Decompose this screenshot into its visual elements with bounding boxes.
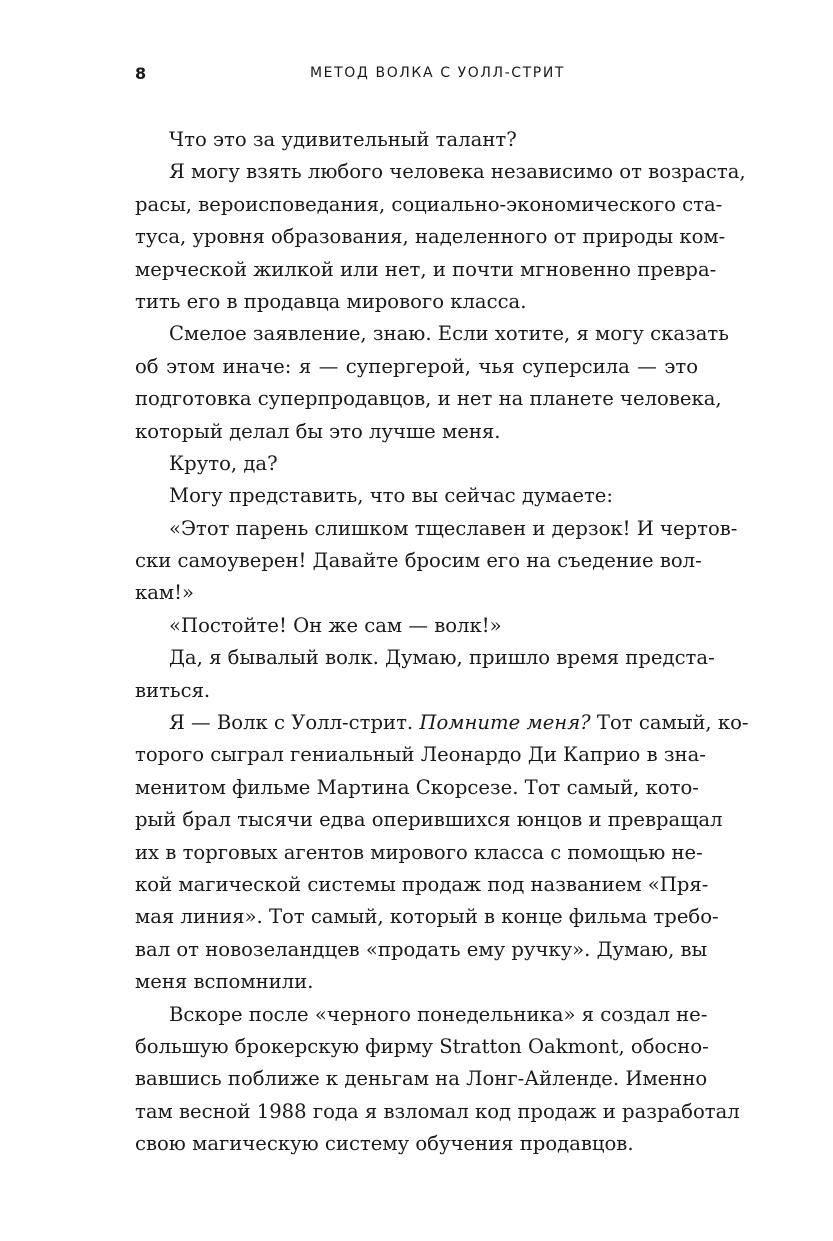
text-line: кам!»	[135, 581, 195, 605]
text-line: Что это за удивительный талант?	[169, 128, 517, 151]
text-line: Смелое заявление, знаю. Если хотите, я могу сказать	[169, 322, 729, 346]
text-line: торого сыграл гениальный Леонардо Ди Каприо в зна-	[135, 743, 706, 767]
text-line: там весной 1988 года я взломал код продаж и разработал	[135, 1099, 740, 1123]
paragraph	[135, 318, 729, 448]
text-line: виться.	[135, 678, 211, 702]
paragraph	[135, 480, 698, 512]
paragraph	[135, 610, 698, 642]
paragraph	[135, 124, 698, 156]
text-line: «Постойте! Он же сам — волк!»	[169, 613, 502, 637]
text-line: об этом иначе: я — супергерой, чья суперсила — это	[135, 354, 698, 378]
text-line: который делал бы это лучше меня.	[135, 419, 501, 443]
text-line: Круто, да?	[169, 451, 278, 475]
text-line: рый брал тысячи едва оперившихся юнцов и превращал	[135, 808, 723, 832]
page-header	[135, 64, 698, 88]
body-text	[135, 124, 749, 1161]
text-line: мерческой жилкой или нет, и почти мгновенно превра-	[135, 257, 717, 281]
text-line: Могу представить, что вы сейчас думаете:	[169, 484, 613, 508]
text-line	[135, 707, 749, 739]
text-line: ски самоуверен! Давайте бросим его на съедение вол-	[135, 549, 702, 573]
text-fragment: Тот самый, ко-	[590, 711, 749, 735]
text-line: тить его в продавца мирового класса.	[135, 289, 527, 313]
text-line: «Этот парень слишком тщеславен и дерзок! И чертов-	[169, 516, 738, 540]
text-fragment: Я — Волк с Уолл-стрит.	[169, 711, 420, 735]
paragraph	[135, 642, 715, 707]
text-line: Вскоре после «черного понедельника» я создал не-	[169, 1002, 708, 1026]
paragraph	[135, 999, 740, 1161]
text-line: расы, вероисповедания, социально-экономического ста-	[135, 192, 723, 216]
text-line: Да, я бывалый волк. Думаю, пришло время предста-	[169, 646, 715, 670]
paragraph	[135, 707, 749, 999]
text-line: кой магической системы продаж под названием «Пря-	[135, 872, 709, 896]
text-line: вал от новозеландцев «продать ему ручку». Думаю, вы	[135, 937, 708, 961]
text-line: менитом фильме Мартина Скорсезе. Тот самый, кото-	[135, 775, 699, 799]
text-line: мая линия». Тот самый, который в конце фильма требо-	[135, 905, 719, 929]
text-line: подготовка суперпродавцов, и нет на планете человека,	[135, 387, 722, 411]
text-line: Я могу взять любого человека независимо от возраста,	[169, 160, 746, 184]
paragraph	[135, 513, 738, 610]
text-line: их в торговых агентов мирового класса с помощью не-	[135, 840, 703, 864]
paragraph	[135, 448, 698, 480]
text-line: вавшись поближе к деньгам на Лонг-Айленде. Именно	[135, 1067, 708, 1091]
text-line: туса, уровня образования, наделенного от природы ком-	[135, 225, 726, 249]
running-title: МЕТОД ВОЛКА С УОЛЛ-СТРИТ	[310, 65, 566, 81]
page-number: 8	[135, 64, 147, 83]
text-line: меня вспомнили.	[135, 970, 314, 994]
text-line: большую брокерскую фирму Stratton Oakmont, обосно-	[135, 1034, 709, 1058]
text-line: свою магическую систему обучения продавцов.	[135, 1132, 634, 1156]
paragraph	[135, 156, 746, 318]
italic-text: Помните меня?	[419, 711, 591, 735]
